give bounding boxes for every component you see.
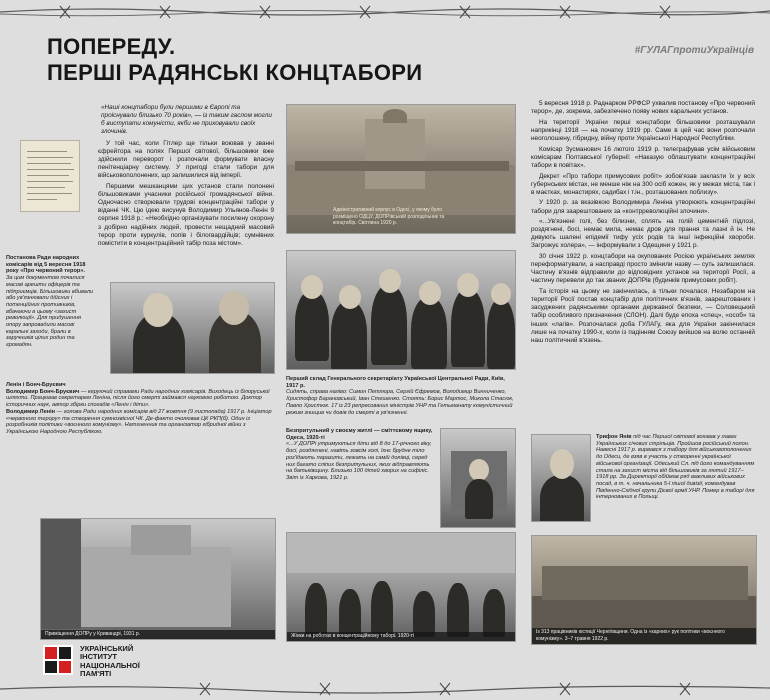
secretariat-caption xyxy=(286,376,518,416)
institute-line-3: НАЦІОНАЛЬНОЇ xyxy=(80,660,140,670)
tryfon-portrait xyxy=(531,434,591,522)
women-photo-caption: Жінки на роботах в концентраційному таборі. 1920-ті xyxy=(287,632,515,641)
barbed-wire-top xyxy=(0,0,770,24)
institute-line-4: ПАМ'ЯТІ xyxy=(80,669,112,679)
right-paragraph-4: Декрет «Про табори примусових робіт» зобов'язав заклasти їх у всіх губернських містах, не менше ніж на 300 осіб кожен, як у межах міста, так і в маєтках, монастирях, садибах і т.ін., розташованих поблизу». xyxy=(531,172,755,196)
lenin-caption-text-1: — керуючий справами Ради народних комісарів. Виходець із білоруської шляхти. Працював секретарем Леніна, після його смерті займався науковою роботою. Доктор історичних наук, автор збірки спогадів «Ленін і діти». xyxy=(6,388,270,409)
odesa-building-photo xyxy=(286,104,516,234)
title-line-1: ПОПЕРЕДУ. xyxy=(47,34,176,59)
decree-caption xyxy=(6,255,96,349)
right-paragraph-6: «...Ув'язнені голі, без білизни, сплять на голій цементній підлозі, роздягнені, босі, немає мила, немає дров для прання та лазні й ін. Не дивують шалені епідемії тифу усіх родів та інші інфекційні хвороби. Загрожує холера», — інформували з Одещини у 1921 р. xyxy=(531,218,755,250)
lenin-caption-text-2: — голова Ради народних комісарів від 27 жовтня (9 листопада) 1917 р. Ініціатор «червоного терору» та створення сумнозвісної ЧК. Де-факто очолював ЦК РКП(б). Один із розробників політики «воєнного комунізму». Натхненник та організатор гібридної війни з Українською Народною Республікою. xyxy=(6,408,272,435)
secretariat-photo xyxy=(286,250,516,370)
left-paragraph-2: Першими мешканцями цих установ стали полонені більшовиками учасники російської громадянської війни. Одночасно створювали трудові концентраційні табори у віданні ЧК. Цю ідею висунув Володимир Ульянов-Ленін 9 серпня 1918 р.: «Необхідно організувати посилену охорону з добірно надійних людей, провести нещадний масовий терор проти куркулів, попів і білогвардійців; сумнівних помістити в концентраційний табір поза містом». xyxy=(98,183,274,247)
dopr-photo-caption: Приміщення ДОПРу у Кривандрі, 1931 р. xyxy=(41,630,275,639)
institute-line-1: УКРАЇНСЬКИЙ xyxy=(80,644,134,653)
institute-logo-icon xyxy=(43,645,73,675)
page-title xyxy=(47,34,422,86)
secretariat-caption-title: Перший склад Генерального секретаріату Української Центральної Ради, Київ, 1917 р. xyxy=(286,376,505,389)
lenin-caption-name: Ленін і Бонч-Бруєвич xyxy=(6,382,66,388)
left-paragraph-1: У той час, коли Гітлер ще тільки воював у званні єфрейтора на полях Першої світової, більшовики вже здійснили переворот і розпочали формувати власну пенітенціарну систему. У пригоді стали табори для військовополонених, що залишилися від імперії. xyxy=(98,140,274,180)
tryfon-caption xyxy=(596,434,756,501)
right-paragraph-5: У 1920 р. за вказівкою Володимира Леніна утворюють концентраційні табори для заарештованих за «контрреволюційні злочини». xyxy=(531,199,755,215)
institute-name xyxy=(80,645,140,679)
group-photo-caption: Із 313 працівників юстиції Чернігівщини. Одна із «карних» рук політики «воєнного комунізму». 3–7 травня 1922 р. xyxy=(532,628,756,644)
children-caption-text: «...У ДОПРі утримуються діти від 8 до 17-річного віку, босі, роздягнені, навіть зовсім голі, їхнє брудне тіло роз'їдають паразити, лежать на самій долівці, серед них багато сліпих безпритульних, яких відправляють на батьківщину. Близько 100 дітей хворих на сифіліс. Звіт із Харкова, 1921 р. xyxy=(286,441,432,481)
lenin-caption-bold-1: Володимир Бонч-Бруєвич xyxy=(6,388,80,395)
lenin-bonch-photo xyxy=(110,282,275,374)
lenin-caption-bold-2: Володимир Ленін xyxy=(6,408,56,415)
children-caption-title: Безпритульний у своєму житлі — сміттєвому ящику, Одеса, 1920-ті xyxy=(286,428,433,441)
right-paragraph-3: Комісар Зусманович 16 лютого 1919 р. телеграфував усім військовим комісарам Полтавської губернії: «Наказую облаштувати концентраційні табори в повітах». xyxy=(531,145,755,169)
left-text-column xyxy=(98,140,274,250)
decree-caption-text: За цим документом почалися масові арешти офіцерів та підприємців. Більшовики вбивали або ув'язнювали дійсних і потенційних противників, вбачаючи в цьому «захист революції». Для придушення опору запровадили масові каральні заходи, брали в заручників цілих родин та громадян. xyxy=(6,275,94,349)
right-text-column xyxy=(531,100,755,347)
homeless-child-photo xyxy=(440,428,516,528)
decree-caption-title: Постанова Ради народних комісарів від 5 вересня 1918 року «Про червоний терор». xyxy=(6,255,86,275)
institute-line-2: ІНСТИТУТ xyxy=(80,652,117,662)
lenin-caption xyxy=(6,382,278,436)
tryfon-caption-name: Трифон Янів xyxy=(596,434,632,440)
hashtag: #ГУЛАГпротиУкраїнців xyxy=(634,45,754,56)
right-paragraph-1: 5 вересня 1918 р. Раднарком РРФСР ухвалив постанову «Про червоний терор», де, зокрема, забезпечено появу нових каральних установ. xyxy=(531,100,755,116)
women-work-photo xyxy=(286,532,516,642)
intro-quote: «Наші концтабори були першими в Європі та проіснували близько 70 років», — із таким гаслом могли б виступати комуністи, якби не приховували своїх злочинів. xyxy=(101,104,272,135)
barbed-wire-bottom xyxy=(0,678,770,700)
right-paragraph-2: На території України перші концтабори більшовики розташували наприкінці 1918 — на початку 1919 рр. Саме в цей час вони розпочали неоголошену, гібридну, війну проти Української Народної Республіки. xyxy=(531,118,755,142)
tryfon-caption-text: під час Першої світової воював у лавах Українських січових стрільців. Пройшов російський полон. Навесні 1917 р. вирвався з табору для військовополонених до Одеси, де взяв в участь у створенні української військової організації. Одеський Сл. під його командуванням стала на захист міста від більшовиків за лютий 1917–1918 рр. За Директорії обіймав ряд важливих військових посад, в т. ч. начальника 5-ї пішої дивізії, командував Південно-Східної групи Дієвої армії УНР. Помер в таборі для інтернованих в Польщі. xyxy=(596,434,755,501)
odesa-photo-caption: Адміністративний корпус в Одесі, у якому було розміщено ОДЦУ, ДОПРівський розподільник та концтабір. Світлина 1920 р. xyxy=(333,206,445,227)
dopr-building-photo xyxy=(40,518,276,640)
secretariat-caption-text: Сидять, справа наліво: Симон Петлюра, Сергій Єфремов, Володимир Винниченко, Христофор Барановський, Іван Стешенко. Стоять: Борис Мартос, Микола Стасюк, Павло Христюк. 17 із 23 репресованих міністрів УНР та Гетьманату комуністичний режим знищив чи довів до смерті в ув'язненні. xyxy=(286,389,514,416)
children-caption xyxy=(286,428,436,482)
right-paragraph-8: Та історія на цьому не закінчилась, а тільки почалася. Незабаром на території Росії постав концтабір для політичних в'язнів, заарештованих і засуджених радянськими органами державної безпеки, — Соловецький табір особливого призначення (СЛОН). Далі буде епоха «спец», «особ» та інших «лагів». Розпочалася доба ГУЛАГу, яка для України закінчилася лише на початку 1990-х, коли із падінням Союзу вийшов на волю останній наш політичний в'язень. xyxy=(531,288,755,344)
title-line-2: ПЕРШІ РАДЯНСЬКІ КОНЦТАБОРИ xyxy=(47,60,423,85)
justice-workers-group-photo xyxy=(531,535,757,645)
right-paragraph-7: 30 січня 1922 р. концтабори на окупованих Росією українських землях переформатували, а насправді просто змінили назву — суть залишилася. Частину в'язнів відправили до відповідних установ на території Росії, а частину перевели до так званих ДОПРів (будинків примусових робіт). xyxy=(531,253,755,285)
decree-document-image xyxy=(20,140,80,212)
